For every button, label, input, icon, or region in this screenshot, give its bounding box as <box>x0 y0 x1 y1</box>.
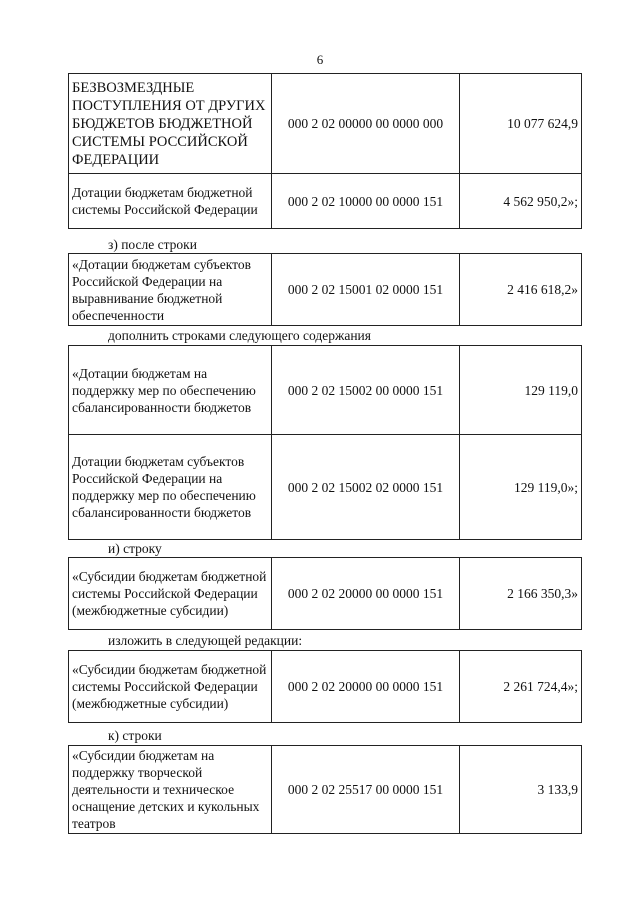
row-code: 000 2 02 15002 00 0000 151 <box>272 346 460 435</box>
row-code: 000 2 02 20000 00 0000 151 <box>272 558 460 630</box>
row-name: Дотации бюджетам субъектов Российской Федерации на поддержку мер по обеспечению сбалансированности бюджетов <box>69 435 272 540</box>
table-row <box>69 346 582 435</box>
table-row <box>69 74 582 174</box>
row-name: «Субсидии бюджетам бюджетной системы Российской Федерации (межбюджетные субсидии) <box>69 558 272 630</box>
row-name: «Дотации бюджетам на поддержку мер по обеспечению сбалансированности бюджетов <box>69 346 272 435</box>
row-code: 000 2 02 20000 00 0000 151 <box>272 651 460 723</box>
instruction-i: и) строку <box>108 541 162 556</box>
instruction-edit: изложить в следующей редакции: <box>108 633 303 648</box>
budget-table-added <box>68 345 582 540</box>
row-name: «Субсидии бюджетам на поддержку творческой деятельности и техническое оснащение детских и кукольных театров <box>69 746 272 834</box>
row-name: «Субсидии бюджетам бюджетной системы Российской Федерации (межбюджетные субсидии) <box>69 651 272 723</box>
row-code: 000 2 02 15002 02 0000 151 <box>272 435 460 540</box>
row-name: Дотации бюджетам бюджетной системы Российской Федерации <box>69 174 272 229</box>
row-amount: 2 261 724,4»; <box>460 651 582 723</box>
row-amount: 129 119,0 <box>460 346 582 435</box>
instruction-k: к) строки <box>108 728 162 743</box>
instruction-z: з) после строки <box>108 237 197 252</box>
row-amount: 4 562 950,2»; <box>460 174 582 229</box>
row-code: 000 2 02 25517 00 0000 151 <box>272 746 460 834</box>
row-code: 000 2 02 10000 00 0000 151 <box>272 174 460 229</box>
page-number: 6 <box>316 52 324 67</box>
table-row <box>69 254 582 326</box>
row-amount: 10 077 624,9 <box>460 74 582 174</box>
budget-table-edit <box>68 650 582 723</box>
row-amount: 3 133,9 <box>460 746 582 834</box>
table-row <box>69 651 582 723</box>
table-row <box>69 174 582 229</box>
row-code: 000 2 02 15001 02 0000 151 <box>272 254 460 326</box>
budget-table-main <box>68 73 582 229</box>
row-amount: 2 166 350,3» <box>460 558 582 630</box>
budget-table-k <box>68 745 582 834</box>
table-row <box>69 558 582 630</box>
table-row <box>69 435 582 540</box>
row-name: «Дотации бюджетам субъектов Российской Федерации на выравнивание бюджетной обеспеченности <box>69 254 272 326</box>
instruction-add-rows: дополнить строками следующего содержания <box>108 328 371 343</box>
row-name: БЕЗВОЗМЕЗДНЫЕ ПОСТУПЛЕНИЯ ОТ ДРУГИХ БЮДЖЕТОВ БЮДЖЕТНОЙ СИСТЕМЫ РОССИЙСКОЙ ФЕДЕРАЦИИ <box>69 74 272 174</box>
table-row <box>69 746 582 834</box>
budget-table-z <box>68 253 582 326</box>
row-amount: 129 119,0»; <box>460 435 582 540</box>
row-amount: 2 416 618,2» <box>460 254 582 326</box>
row-code: 000 2 02 00000 00 0000 000 <box>272 74 460 174</box>
budget-table-i <box>68 557 582 630</box>
